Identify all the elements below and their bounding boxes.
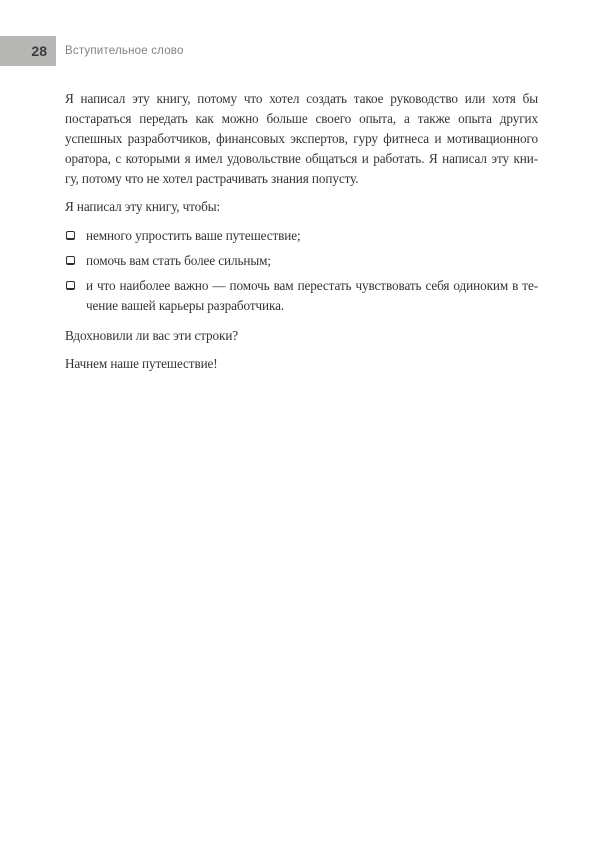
square-bullet-icon — [66, 231, 75, 240]
text-line: гу, потому что не хотел растрачивать знания попусту. — [65, 171, 359, 186]
text-line: чение вашей карьеры разработчика. — [86, 298, 285, 313]
paragraph-closing — [65, 354, 538, 374]
bullet-list — [65, 226, 538, 316]
page-number-box — [0, 36, 56, 66]
page-header — [0, 36, 600, 66]
text-line: постараться передать как можно больше своего опыта, а также опыта других — [65, 111, 538, 126]
text-line: оратора, с которыми я имел удовольствие общаться и работать. Я написал эту кни- — [65, 151, 538, 166]
square-bullet-icon — [66, 281, 75, 290]
text-line: Я написал эту книгу, чтобы: — [65, 199, 221, 214]
bullet-text — [86, 226, 538, 246]
bullet-text — [86, 251, 538, 271]
text-line: помочь вам стать более сильным; — [86, 253, 271, 268]
page-number: 28 — [31, 43, 47, 59]
text-line: немного упростить ваше путешествие; — [86, 228, 301, 243]
paragraph-lead-in — [65, 197, 538, 217]
list-item — [65, 276, 538, 316]
text-line: Начнем наше путешествие! — [65, 356, 218, 371]
square-bullet-icon — [66, 256, 75, 265]
text-line: и что наиболее важно — помочь вам перестать чувствовать себя одиноким в те- — [86, 278, 538, 293]
section-title: Вступительное слово — [65, 45, 184, 57]
paragraph-question — [65, 326, 538, 346]
list-item — [65, 226, 538, 246]
paragraph-intro — [65, 89, 538, 189]
bullet-text — [86, 276, 538, 316]
text-line: Вдохновили ли вас эти строки? — [65, 328, 239, 343]
text-line: успешных разработчиков, финансовых экспертов, гуру фитнеса и мотивационного — [65, 131, 538, 146]
text-line: Я написал эту книгу, потому что хотел создать такое руководство или хотя бы — [65, 91, 538, 106]
body-text — [65, 89, 538, 382]
list-item — [65, 251, 538, 271]
